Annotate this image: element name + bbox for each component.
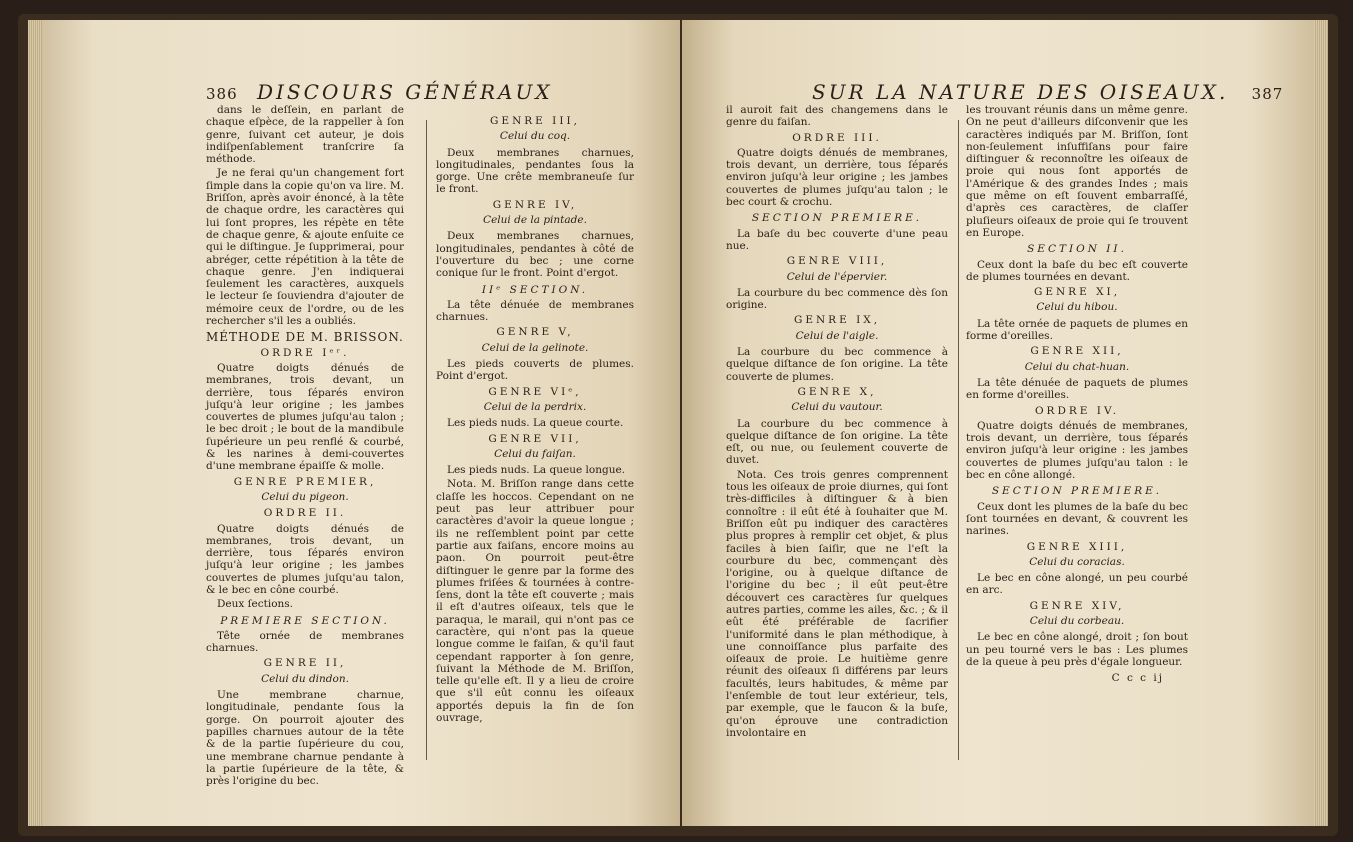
genre-name: Celui du dindon. [261,672,349,685]
paragraph: Quatre doigts dénués de membranes, trois devant, un derrière, tous ſéparés environ juſqu'à leur origine ; les jambes couvertes de plumes juſqu'au talon, & le bec en cône courbé. [206,522,404,596]
paragraph: Nota. Ces trois genres comprennent tous les oiſeaux de proie diurnes, qui ſont très-difficiles à diſtinguer & à bien connoître : il eût été à ſouhaiter que M. Briſſon eût pu indiquer des caractères plus propres à remplir cet objet, & plus faciles à bien ſaiſir, que ne l'eſt la courbure du bec, commençant dès l'origine, ou à quelque diſtance de l'origine du bec ; il eût peut-être découvert ces caractères ſur quelques autres parties, comme les ailes, &c. ; & il eût été préférable de ſacrifier l'uniformité dans le plan méthodique, à une connoiſſance plus parfaite des oiſeaux de proie. Le huitième genre réunit des oiſeaux ſi différens par leurs facultés, leurs habitudes, & même par l'enſemble de tout leur extérieur, tels, par exemple, que le faucon & la buſe, qu'on éprouve une contradiction involontaire en [726,468,948,739]
genre-name: Celui du coq. [499,130,571,143]
genre-name: Celui du pigeon. [261,490,349,503]
paragraph: Quatre doigts dénués de membranes, trois devant, un derrière, tous ſéparés environ juſqu'à leur origine ; les jambes couvertes de plumes juſqu'au talon ; le bec court & crochu. [726,146,948,209]
right-column-1 [726,104,948,741]
paragraph: Le bec en cône alongé, un peu courbé en arc. [966,572,1188,597]
genre-name: Celui du faiſan. [494,447,576,460]
paragraph: Les pieds couverts de plumes. Point d'ergot. [436,358,634,383]
genre-heading: GENRE V, [496,326,574,339]
open-book [18,14,1338,836]
left-running-head [206,80,553,104]
paragraph: il auroit fait des changemens dans le genre du faiſan. [726,104,948,129]
left-page [28,20,680,826]
section-heading: PREMIERE SECTION. [220,614,390,627]
section-heading: SECTION II. [1027,243,1127,256]
genre-heading: GENRE IV, [492,198,578,211]
genre-name: Celui de la gelinote. [481,341,589,354]
genre-name: Celui de l'épervier. [786,270,888,283]
paragraph: La courbure du bec commence à quelque diſtance de ſon origine. La tête couverte de plumes. [726,346,948,383]
paragraph: La baſe du bec couverte d'une peau nue. [726,227,948,252]
genre-heading: GENRE II, [263,657,347,670]
genre-heading: GENRE PREMIER, [233,475,377,488]
paragraph: La tête ornée de paquets de plumes en forme d'oreilles. [966,317,1188,343]
signature-mark: C c c ij [1111,672,1164,685]
paragraph: Nota. M. Briſſon range dans cette claſſe les hoccos. Cependant on ne peut pas leur attribuer pour caractères d'avoir la queue longue ; ils ne reſſemblent point par cette partie aux faiſans, encore moins au paon. On pourroit peut-être diſtinguer le genre par la forme des plumes friſées & tournées à contre-ſens, dont la tête eſt couverte ; mais il eſt d'autres oiſeaux, tels que le paraqua, le marail, qui n'ont pas ce caractère, qui n'ont pas la queue longue comme le faiſan, & qu'il faut cependant rapporter à ſon genre, ſuivant la Méthode de M. Briſſon, telle qu'elle eſt. Il y a lieu de croire que s'il eût connu les oiſeaux apportés depuis la fin de ſon ouvrage, [436,478,634,725]
column-rule [426,120,427,760]
paragraph: Les pieds nuds. La queue longue. [447,464,626,477]
genre-heading: GENRE VIII, [786,255,888,268]
paragraph: La tête dénuée de paquets de plumes en forme d'oreilles. [966,376,1188,402]
genre-name: Celui de la pintade. [483,214,587,227]
genre-name: Celui du hibou. [1036,301,1118,314]
paragraph: Tête ornée de membranes charnues. [206,629,404,655]
left-page-number: 386 [206,85,238,103]
paragraph: Deux membranes charnues, longitudinales, pendantes ſous la gorge. Une crête membraneuſe ſur le front. [436,146,634,196]
paragraph: Deux membranes charnues, longitudinales, pendantes à côté de l'ouverture du bec ; une corne conique ſur le front. Point d'ergot. [436,230,634,280]
genre-heading: GENRE VII, [488,432,582,445]
genre-name: Celui du chat-huan. [1024,360,1130,373]
right-head-title: SUR LA NATURE DES OISEAUX. [812,80,1229,104]
paragraph: La courbure du bec commence à quelque diſtance de ſon origine. La tête eſt, ou nue, ou ſeulement couverte de duvet. [726,417,948,467]
genre-heading: GENRE IX, [793,314,881,327]
genre-name: Celui du vautour. [791,401,883,414]
genre-name: Celui du coracias. [1029,555,1125,568]
paragraph: Ceux dont la baſe du bec eſt couverte de plumes tournées en devant. [966,258,1188,283]
paragraph: Les pieds nuds. La queue courte. [447,417,624,430]
paragraph: Deux ſections. [217,598,294,611]
section-heading: IIᵉ SECTION. [481,283,589,296]
page-edges-left [28,20,42,826]
paragraph: La tête dénuée de membranes charnues. [436,298,634,324]
genre-heading: GENRE XI, [1033,286,1121,299]
paragraph: Quatre doigts dénués de membranes, trois devant, un derrière, tous ſéparés environ juſqu'à leur origine ; les jambes couvertes de plumes juſqu'au talon ; le bec droit ; le bout de la mandibule ſupérieure un peu renflé & courbé, & les narines à demi-couvertes d'une membrane épaiſſe & molle. [206,361,404,473]
paragraph: dans le deſſein, en parlant de chaque eſpèce, de la rappeller à ſon genre, ſuivant cet auteur, je dois indiſpenſablement tranſcrire ſa méthode. [206,104,404,166]
genre-heading: GENRE XIV, [1029,599,1125,612]
left-head-title: DISCOURS GÉNÉRAUX [257,80,553,104]
paragraph: Quatre doigts dénués de membranes, trois devant, un derrière, tous ſéparés environ juſqu'à leur origine : les jambes couvertes de plumes juſqu'au talon : le bec en cône allongé. [966,419,1188,482]
paragraph: Le bec en cône alongé, droit ; ſon bout un peu tourné vers le bas : Les plumes de la queue à peu près d'égale longueur. [966,631,1188,668]
genre-heading: GENRE XII, [1030,345,1124,358]
paragraph: Je ne ferai qu'un changement fort ſimple dans la copie qu'on va lire. M. Briſſon, après avoir énoncé, à la tête de chaque ordre, les caractères qui lui ſont propres, les répète en tête de chaque genre, & ajoute enſuite ce qui le diſtingue. Je ſupprimerai, pour abréger, cette répétition à la tête de chaque genre. J'en indiquerai ſeulement les caractères, auxquels le lecteur ſe ſouviendra d'ajouter de mémoire ceux de l'ordre, ou de les rechercher s'il les a oubliés. [206,167,404,328]
paragraph: Ceux dont les plumes de la baſe du bec ſont tournées en devant, & couvrent les narines. [966,500,1188,538]
genre-heading: ORDRE III. [792,131,882,144]
genre-heading: GENRE III, [490,115,580,127]
genre-heading: ORDRE IV. [1034,404,1120,417]
genre-name: Celui du corbeau. [1029,614,1125,627]
page-edges-right [1314,20,1328,826]
right-page-number: 387 [1251,85,1284,103]
genre-name: Celui de l'aigle. [795,329,879,342]
left-column-2 [436,112,634,726]
right-column-2 [966,104,1188,686]
genre-heading: ORDRE II. [263,507,347,520]
genre-heading: GENRE XIII, [1026,540,1128,553]
section-heading: SECTION PREMIERE. [991,485,1163,498]
genre-heading: GENRE X, [797,385,877,398]
column-rule [958,120,959,760]
right-page [682,20,1328,826]
genre-heading: ORDRE Iᵉʳ. [260,346,350,359]
section-heading: SECTION PREMIERE. [751,212,923,225]
genre-heading: GENRE VIᵉ, [488,385,582,398]
method-heading: MÉTHODE DE M. BRISSON. [206,330,404,345]
paragraph: La courbure du bec commence dès ſon origine. [726,286,948,312]
right-running-head [812,80,1293,104]
paragraph: les trouvant réunis dans un même genre. On ne peut d'ailleurs diſconvenir que les caractères indiqués par M. Briſſon, ſont non-ſeulement inſuffiſans pour faire diſtinguer & reconnoître les oiſeaux de proie qui nous ſont apportés de l'Amérique & des grandes Indes ; mais que même on eſt ſouvent embarraſſé, d'après ces caractères, de claſſer pluſieurs oiſeaux de proie qui ſe trouvent en Europe. [966,104,1188,239]
left-column-1 [206,104,404,789]
paragraph: Une membrane charnue, longitudinale, pendante ſous la gorge. On pourroit ajouter des papilles charnues autour de la tête & de la partie ſupérieure du cou, une membrane charnue pendante à la partie ſupérieure de la tête, & près l'origine du bec. [206,689,404,788]
genre-name: Celui de la perdrix. [483,400,587,413]
